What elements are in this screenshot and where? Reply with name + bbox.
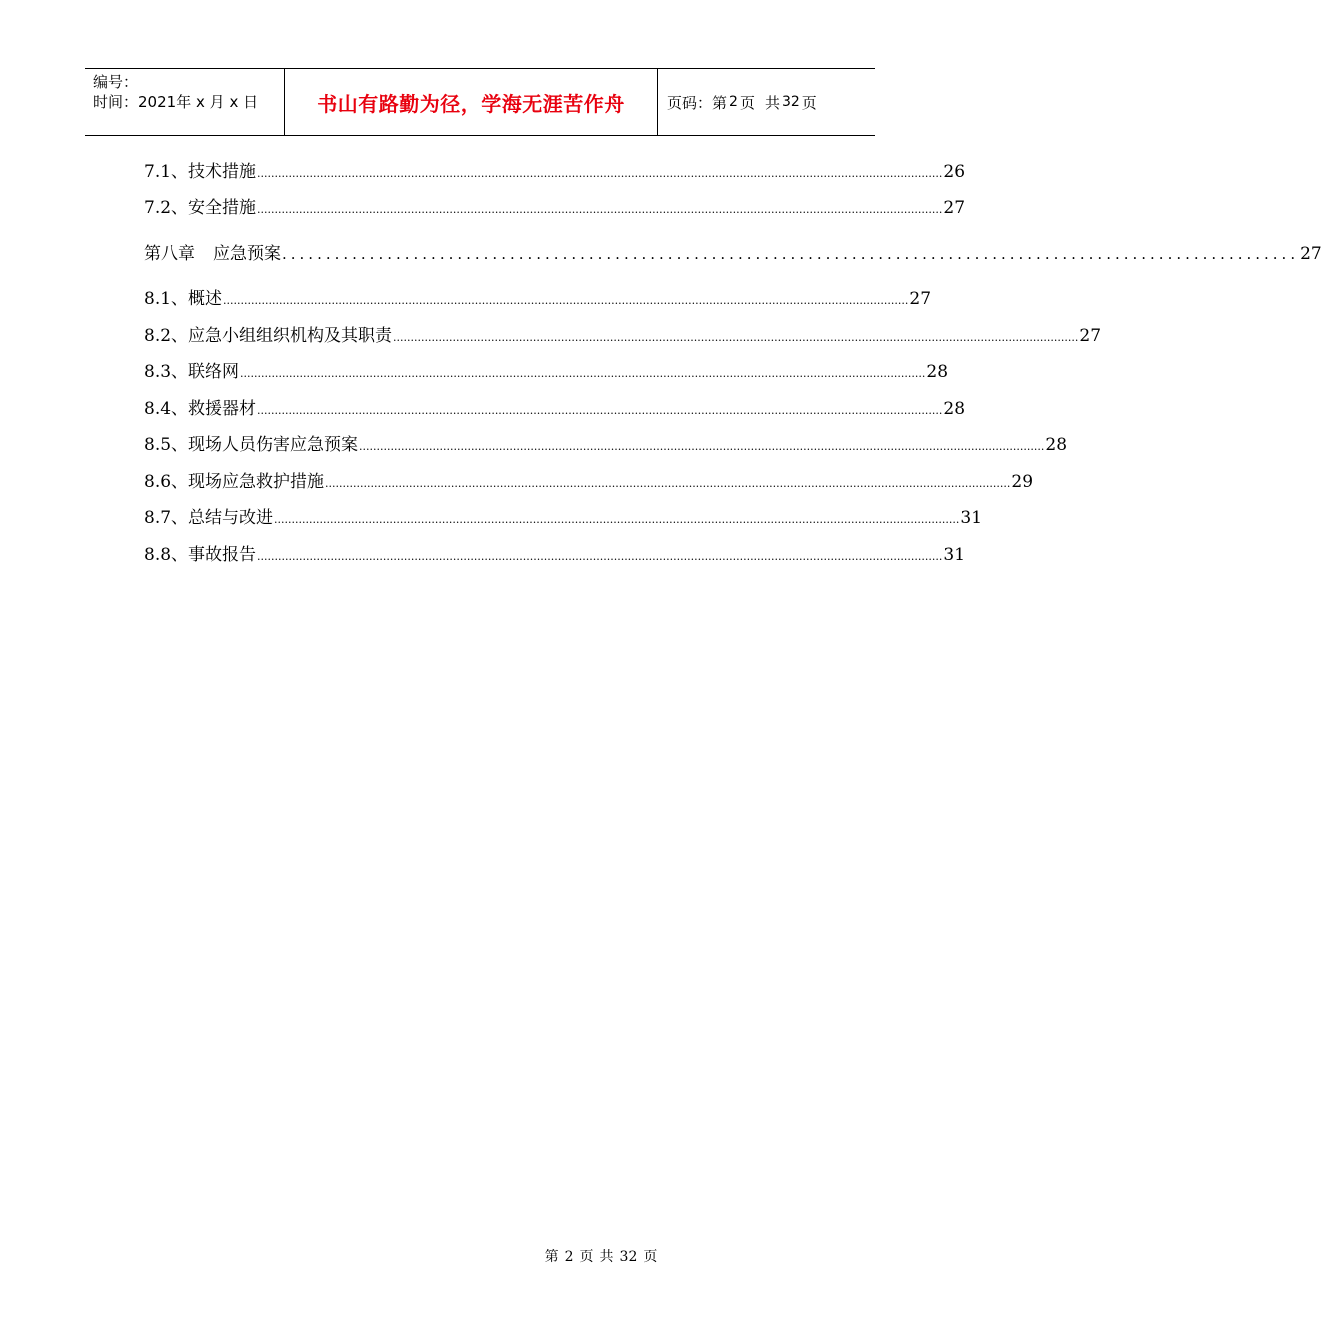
date-year: 2021 bbox=[138, 93, 177, 111]
header-page-total: 32 bbox=[781, 94, 800, 110]
toc-entry[interactable] bbox=[144, 196, 966, 220]
date-year-unit: 年 bbox=[176, 93, 192, 111]
toc-entry[interactable] bbox=[144, 506, 983, 530]
toc-entry-page: 28 bbox=[1045, 435, 1068, 455]
toc-dot-leader: .................................................................................................................................................................................................... bbox=[257, 203, 943, 216]
header-motto: 书山有路勤为径，学海无涯苦作舟 bbox=[285, 69, 658, 135]
toc-entry-page: 28 bbox=[943, 399, 966, 419]
toc-entry[interactable] bbox=[144, 397, 966, 421]
date-label: 时间： bbox=[93, 93, 139, 111]
toc-dot-leader: .................................................................................................................................................................................................... bbox=[257, 550, 943, 563]
date-day: x bbox=[229, 93, 239, 111]
toc-dot-leader: .................................................................................................................................................................................................... bbox=[223, 294, 909, 307]
toc-dot-leader: .................................................................................................................................................................................................... bbox=[257, 404, 943, 417]
toc-dot-leader: .................................................................................................................... bbox=[282, 245, 1300, 263]
toc-entry-title: 8.7、总结与改进 bbox=[144, 508, 274, 528]
toc-entry-title: 7.2、安全措施 bbox=[144, 198, 257, 218]
footer-total-label: 共 bbox=[599, 1249, 614, 1265]
toc-entry-page: 27 bbox=[909, 289, 932, 309]
toc-entry[interactable] bbox=[144, 287, 932, 311]
toc-dot-leader: .................................................................................................................................................................................................... bbox=[240, 367, 926, 380]
toc-dot-leader: .................................................................................................................................................................................................... bbox=[325, 477, 1011, 490]
toc-entry-page: 29 bbox=[1011, 472, 1034, 492]
toc-entry[interactable] bbox=[144, 324, 1102, 348]
toc-entry-title: 8.5、现场人员伤害应急预案 bbox=[144, 435, 359, 455]
header-meta bbox=[85, 69, 285, 135]
footer-total-pages: 32 bbox=[619, 1249, 638, 1265]
toc-entry[interactable] bbox=[144, 543, 966, 567]
toc-entry-title: 8.1、概述 bbox=[144, 289, 223, 309]
page-header bbox=[85, 68, 875, 136]
toc-entry[interactable] bbox=[144, 470, 1034, 494]
date-month: x bbox=[196, 93, 205, 111]
toc-entry-page: 26 bbox=[943, 162, 966, 182]
header-page-total-unit: 页 bbox=[801, 93, 817, 112]
document-date bbox=[93, 92, 284, 112]
header-page-total-label: 共 bbox=[764, 93, 780, 112]
toc-entry-page: 28 bbox=[926, 362, 949, 382]
toc-dot-leader: .................................................................................................................................................................................................... bbox=[359, 440, 1045, 453]
header-page-unit: 页 bbox=[739, 93, 755, 112]
toc-entry-page: 27 bbox=[1300, 244, 1322, 264]
toc-entry-title: 8.8、事故报告 bbox=[144, 545, 257, 565]
date-month-unit: 月 bbox=[209, 93, 225, 111]
footer-total-unit: 页 bbox=[643, 1249, 658, 1265]
header-page-label: 页码：第 bbox=[667, 93, 728, 112]
toc-entry-page: 31 bbox=[943, 545, 966, 565]
document-number-label: 编号： bbox=[93, 73, 139, 91]
footer-unit: 页 bbox=[579, 1249, 594, 1265]
toc-entry-title: 8.6、现场应急救护措施 bbox=[144, 472, 325, 492]
header-page-info bbox=[658, 69, 875, 135]
toc-entry-title: 7.1、技术措施 bbox=[144, 162, 257, 182]
toc-chapter-entry[interactable] bbox=[144, 242, 1322, 266]
toc-entry[interactable] bbox=[144, 160, 966, 184]
toc-entry-title: 应急预案 bbox=[213, 244, 281, 264]
page-footer bbox=[0, 1246, 950, 1266]
toc-entry[interactable] bbox=[144, 433, 1068, 457]
footer-current-page: 2 bbox=[564, 1249, 574, 1265]
toc-dot-leader: .................................................................................................................................................................................................... bbox=[393, 331, 1079, 344]
toc-entry-page: 27 bbox=[1079, 326, 1102, 346]
date-day-unit: 日 bbox=[243, 93, 259, 111]
toc-entry[interactable] bbox=[144, 360, 949, 384]
toc-chapter-number: 第八章 bbox=[144, 244, 195, 264]
toc-entry-title: 8.3、联络网 bbox=[144, 362, 240, 382]
toc-entry-page: 31 bbox=[960, 508, 983, 528]
footer-prefix: 第 bbox=[544, 1249, 559, 1265]
toc-entry-title: 8.4、救援器材 bbox=[144, 399, 257, 419]
toc-dot-leader: .................................................................................................................................................................................................... bbox=[274, 513, 960, 526]
toc-entry-page: 27 bbox=[943, 198, 966, 218]
toc-entry-title: 8.2、应急小组组织机构及其职责 bbox=[144, 326, 393, 346]
toc-dot-leader: .................................................................................................................................................................................................... bbox=[257, 167, 943, 180]
header-page-current: 2 bbox=[729, 94, 738, 110]
